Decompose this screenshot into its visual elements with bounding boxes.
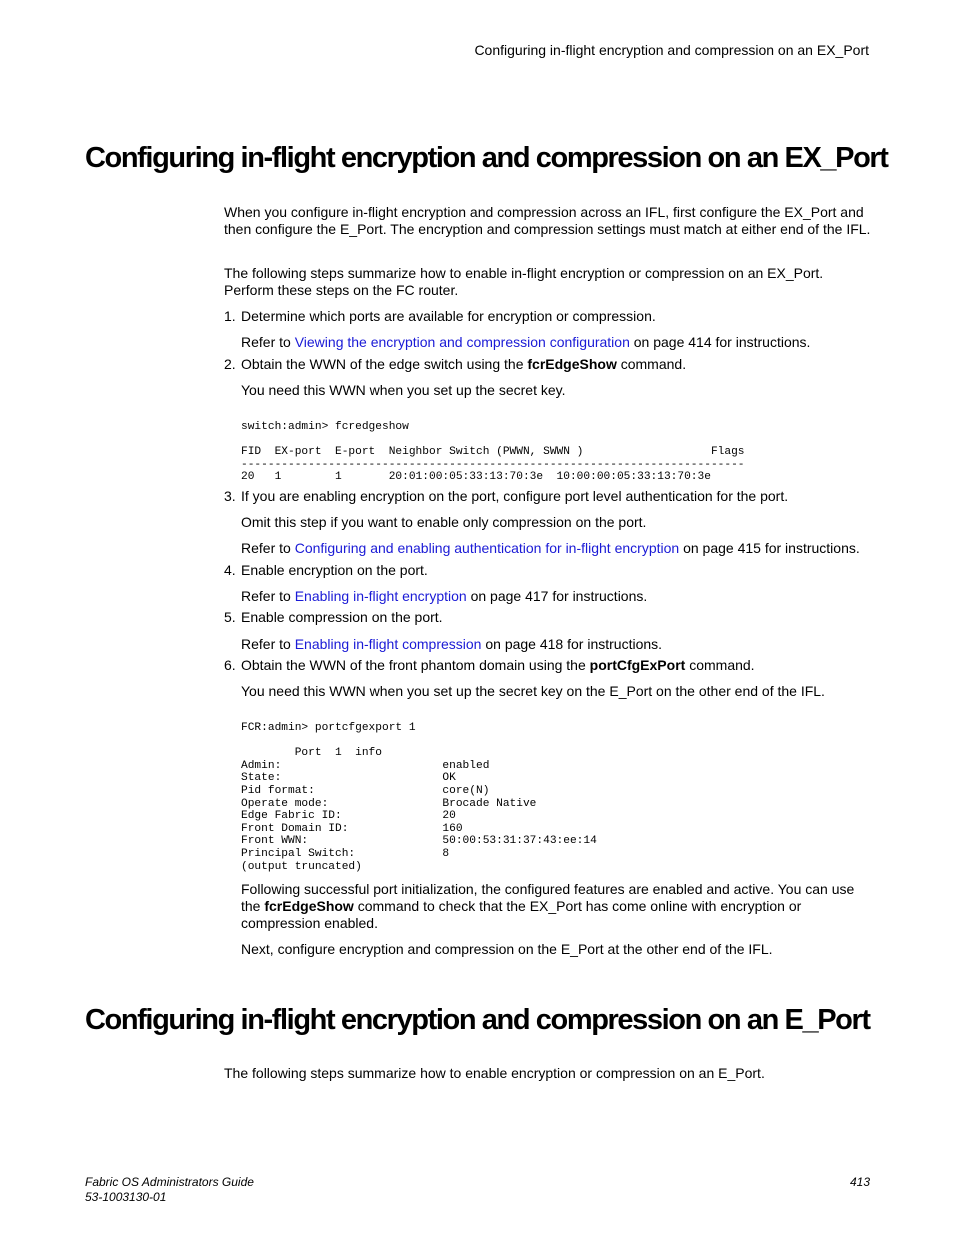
step-1-refer [241, 334, 881, 351]
step-number: 1. [224, 308, 236, 324]
link-enabling-compression[interactable]: Enabling in-flight compression [294, 636, 482, 652]
refer-suffix: on page 417 for instructions. [466, 588, 648, 604]
step-2 [224, 356, 874, 373]
refer-suffix: on page 418 for instructions. [481, 636, 663, 652]
step-5 [224, 609, 874, 626]
link-viewing-configuration[interactable]: Viewing the encryption and compression configuration [294, 334, 630, 350]
refer-suffix: on page 414 for instructions. [629, 334, 811, 350]
step-4-refer [241, 588, 881, 605]
step-4 [224, 562, 874, 579]
step-text: Enable encryption on the port. [241, 562, 428, 578]
section-2-intro: The following steps summarize how to enable encryption or compression on an E_Port. [224, 1065, 765, 1081]
step-number: 6. [224, 657, 236, 673]
section-title-e-port: Configuring in-flight encryption and compression on an E_Port [85, 1004, 870, 1036]
intro-paragraph: When you configure in-flight encryption and compression across an IFL, first configure the EX_Port and then configure the E_Port. The encryption and compression settings must match at either end of the IFL. [224, 204, 871, 237]
step-3-omit: Omit this step if you want to enable only compression on the port. [241, 514, 647, 530]
step-6-after [241, 881, 866, 932]
code-block-fcredgeshow: switch:admin> fcredgeshow FID EX-port E-port Neighbor Switch (PWWN, SWWN ) Flags --------------------------------------------------------------------------- 20 1 1 20:01:00:05:33:13:70:3e 10:00:00:05:33:13:70:3e [241, 421, 745, 484]
code-block-portcfgexport: FCR:admin> portcfgexport 1 Port 1 info Admin: enabled State: OK Pid format: core(N) Operate mode: Brocade Native Edge Fabric ID: 20 Front Domain ID: 160 Front WWN: 50:00:53:31:37:43:ee:14 Principal Switch: 8 (output truncated) [241, 722, 597, 873]
step-text: If you are enabling encryption on the port, configure port level authentication for the port. [241, 488, 789, 504]
step-1 [224, 308, 874, 325]
command-name: fcrEdgeShow [264, 898, 354, 914]
link-enabling-encryption[interactable]: Enabling in-flight encryption [294, 588, 467, 604]
refer-suffix: on page 415 for instructions. [679, 540, 860, 556]
step-3-refer [241, 540, 881, 557]
link-authentication[interactable]: Configuring and enabling authentication for in-flight encryption [294, 540, 680, 556]
refer-prefix: Refer to [241, 334, 295, 350]
step-5-refer [241, 636, 881, 653]
footer-doc-number: 53-1003130-01 [85, 1190, 167, 1204]
step-6 [224, 657, 874, 674]
step-number: 2. [224, 356, 236, 372]
command-name: portCfgExPort [589, 657, 686, 673]
footer-page-number: 413 [849, 1175, 870, 1189]
step-text: Determine which ports are available for encryption or compression. [241, 308, 656, 324]
step-text: Obtain the WWN of the front phantom domain using the [241, 657, 590, 673]
step-2-note: You need this WWN when you set up the secret key. [241, 382, 566, 398]
after-text: Following successful port initialization, the configured features are enabled and active. You can use the [241, 881, 855, 914]
refer-prefix: Refer to [241, 636, 295, 652]
refer-prefix: Refer to [241, 540, 295, 556]
step-number: 3. [224, 488, 236, 504]
refer-prefix: Refer to [241, 588, 295, 604]
step-3 [224, 488, 874, 505]
step-6-next: Next, configure encryption and compression on the E_Port at the other end of the IFL. [241, 941, 773, 957]
step-text-suffix: command. [685, 657, 755, 673]
step-text: Enable compression on the port. [241, 609, 443, 625]
step-6-note: You need this WWN when you set up the secret key on the E_Port on the other end of the IFL. [241, 683, 825, 699]
running-header: Configuring in-flight encryption and compression on an EX_Port [474, 42, 869, 58]
section-title-ex-port: Configuring in-flight encryption and compression on an EX_Port [85, 142, 888, 174]
step-text: Obtain the WWN of the edge switch using the [241, 356, 528, 372]
summary-paragraph: The following steps summarize how to enable in-flight encryption or compression on an EX_Port. Perform these steps on the FC router. [224, 265, 824, 298]
step-text-suffix: command. [616, 356, 687, 372]
footer-guide-title: Fabric OS Administrators Guide [85, 1175, 254, 1189]
after-text-suffix: command to check that the EX_Port has come online with encryption or compression enabled. [241, 898, 802, 931]
step-number: 5. [224, 609, 236, 625]
command-name: fcrEdgeShow [527, 356, 617, 372]
step-number: 4. [224, 562, 236, 578]
